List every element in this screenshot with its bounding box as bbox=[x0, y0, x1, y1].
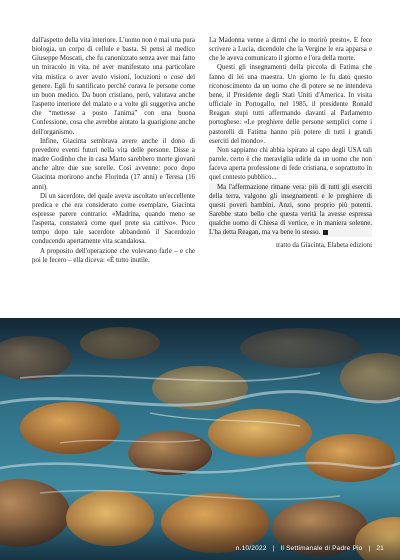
paragraph: Infine, Giacinta sembrava avere anche il dono di prevedere eventi futuri nella vita delle persone. Disse a madre Godinho che in casa Marto sarebbero morte giovani anche altre due sue sorelle. Così avvenne: poco dopo Giacinta morirono anche Florinda (17 anni) e Teresa (16 anni). bbox=[32, 137, 195, 191]
article-column-left bbox=[32, 36, 195, 326]
page-footer bbox=[234, 545, 386, 552]
river-stones-photo bbox=[0, 318, 400, 560]
paragraph: dall'aspetto della vita interiore. L'uomo non è mai una pura biologia, un corpo di cellule e basta. Si pensi al medico Giuseppe Moscati, che fu canonizzato senza aver mai fatto un miracolo in vita, né aver manifestato una particolare vita mistica o aver avuto visioni, locuzioni o cose del genere. Egli fu santificato perché curava le persone come un buon medico. Da buon cristiano, però, valutava anche l'aspetto interiore del malato e a volte gli suggeriva anche che “mettesse a posto l'anima” con una buona Confessione, cosa che avrebbe aiutato la guarigione anche dell'organismo. bbox=[32, 37, 195, 136]
article-body bbox=[32, 36, 372, 326]
end-of-article-mark bbox=[323, 230, 328, 235]
issue-number: n.10/2022 bbox=[235, 545, 267, 552]
article-column-right bbox=[209, 36, 372, 326]
paragraph: La Madonna venne a dirmi che io morirò presto». E fece scrivere a Lucia, dicendole che la Vergine le era apparsa e che le aveva comunicato il giorno e l'ora della morte. bbox=[209, 37, 372, 63]
paragraph: A proposito dell'operazione che volevano farle – e che poi le fecero – ella diceva: «È tutto inutile. bbox=[32, 247, 195, 264]
source-credit: tratto da Giacinta, Elabeta edizioni bbox=[276, 242, 372, 250]
magazine-title: Il Settimanale di Padre Pio bbox=[280, 545, 363, 552]
footer-separator: | bbox=[272, 545, 275, 552]
paragraph: Non sappiamo chi abbia ispirato al capo degli USA tali parole, certo è che meraviglia udirle da un uomo che non faceva aperta professione di fede cristiana, e soprattutto in quel contesto pubblico... bbox=[209, 146, 372, 182]
footer-separator: | bbox=[368, 545, 371, 552]
paragraph: Di un sacerdote, del quale aveva ascoltato un'eccellente predica e che era considerato come esemplare, Giacinta espresse parere contrario: «Madrina, quando meno se l'aspetta, constaterà come quel prete sia cattivo». Poco tempo dopo tale sacerdote abbandonò il Sacerdozio conducendo apertamente vita scandalosa. bbox=[32, 192, 195, 246]
paragraph: Questi gli insegnamenti della piccola di Fatima che fanno di lei una maestra. Un giorno le fu dato questo riconoscimento da un uomo che di potere se ne intendeva bene, il Presidente degli Stati Uniti d'America. In visita ufficiale in Portogallo, nel 1985, il presidente Ronald Reagan stupì tutti affermando davanti al Parlamento portoghese: «Le preghiere delle persone semplici come i pastorelli di Fatima hanno più potere di tutti i grandi eserciti del mondo». bbox=[209, 64, 372, 145]
paragraph bbox=[209, 183, 372, 238]
page-number: 21 bbox=[376, 545, 384, 552]
paragraph-text: Ma l'affermazione rimane vera: più di tutti gli eserciti della terra, valgono gli insegnamenti e le preghiere di questi poveri bambini. Anzi, sono proprio più potenti. Sarebbe stato bello che questa verità la avesse espressa qualche uomo di Chiesa di vertice, e in maniera solenne. L'ha detta Reagan, ma va bene lo stesso. bbox=[209, 183, 372, 237]
